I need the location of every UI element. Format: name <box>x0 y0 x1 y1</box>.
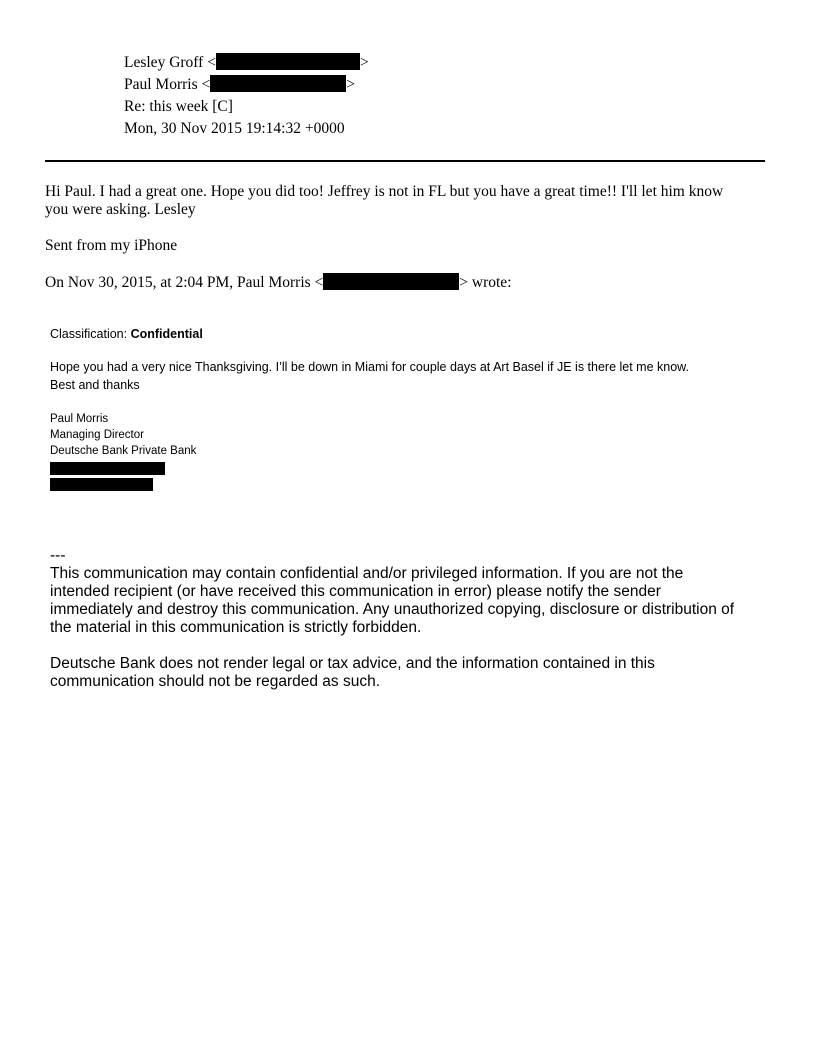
classification-line <box>50 326 203 342</box>
disclaimer-separator: --- <box>50 547 66 564</box>
subject-value: Re: this week [C] <box>124 98 233 115</box>
redaction-bar <box>50 478 153 491</box>
from-name: Lesley Groff < <box>124 54 216 71</box>
redaction-bar <box>216 53 360 70</box>
tax-advice-paragraph <box>50 655 770 691</box>
classification-label: Classification: <box>50 327 131 341</box>
sig-title: Managing Director <box>50 429 144 441</box>
disclaimer-paragraph <box>50 565 770 637</box>
reply-line: Hi Paul. I had a great one. Hope you did too! Jeffrey is not in FL but you have a great time!! I'll let him know <box>45 183 724 200</box>
disclaimer-line: communication should not be regarded as such. <box>50 673 381 690</box>
sig-name: Paul Morris <box>50 413 109 425</box>
redaction-bar <box>50 462 165 475</box>
disclaimer-line: This communication may contain confidential and/or privileged information. If you are not the <box>50 565 684 582</box>
quoted-message <box>50 358 689 394</box>
to-close: > <box>346 76 355 93</box>
redaction-bar <box>323 273 459 290</box>
quoted-message-line: Best and thanks <box>50 378 140 392</box>
from-value <box>124 52 369 74</box>
quoted-message-line: Hope you had a very nice Thanksgiving. I’ll be down in Miami for couple days at Art Basel if JE is there let me know. <box>50 360 689 374</box>
disclaimer-line: immediately and destroy this communication. Any unauthorized copying, disclosure or distribution of <box>50 601 735 618</box>
classification-value: Confidential <box>130 327 203 341</box>
quote-intro-end: > wrote: <box>459 274 512 291</box>
quoted-signature <box>50 411 196 459</box>
sig-company: Deutsche Bank Private Bank <box>50 445 197 457</box>
reply-body <box>45 183 775 219</box>
disclaimer-line: Deutsche Bank does not render legal or tax advice, and the information contained in this <box>50 655 655 672</box>
quote-intro <box>45 273 775 292</box>
to-value <box>124 74 355 96</box>
header-divider <box>45 160 765 162</box>
quote-intro-start: On Nov 30, 2015, at 2:04 PM, Paul Morris < <box>45 274 324 291</box>
date-value: Mon, 30 Nov 2015 19:14:32 +0000 <box>124 120 345 137</box>
redaction-bar <box>210 75 346 92</box>
sent-from-signature: Sent from my iPhone <box>45 237 178 254</box>
disclaimer-line: intended recipient (or have received this communication in error) please notify the sender <box>50 583 661 600</box>
from-close: > <box>359 54 369 71</box>
to-name: Paul Morris < <box>124 76 211 93</box>
reply-line: you were asking. Lesley <box>45 201 196 218</box>
disclaimer-line: the material in this communication is strictly forbidden. <box>50 619 422 636</box>
